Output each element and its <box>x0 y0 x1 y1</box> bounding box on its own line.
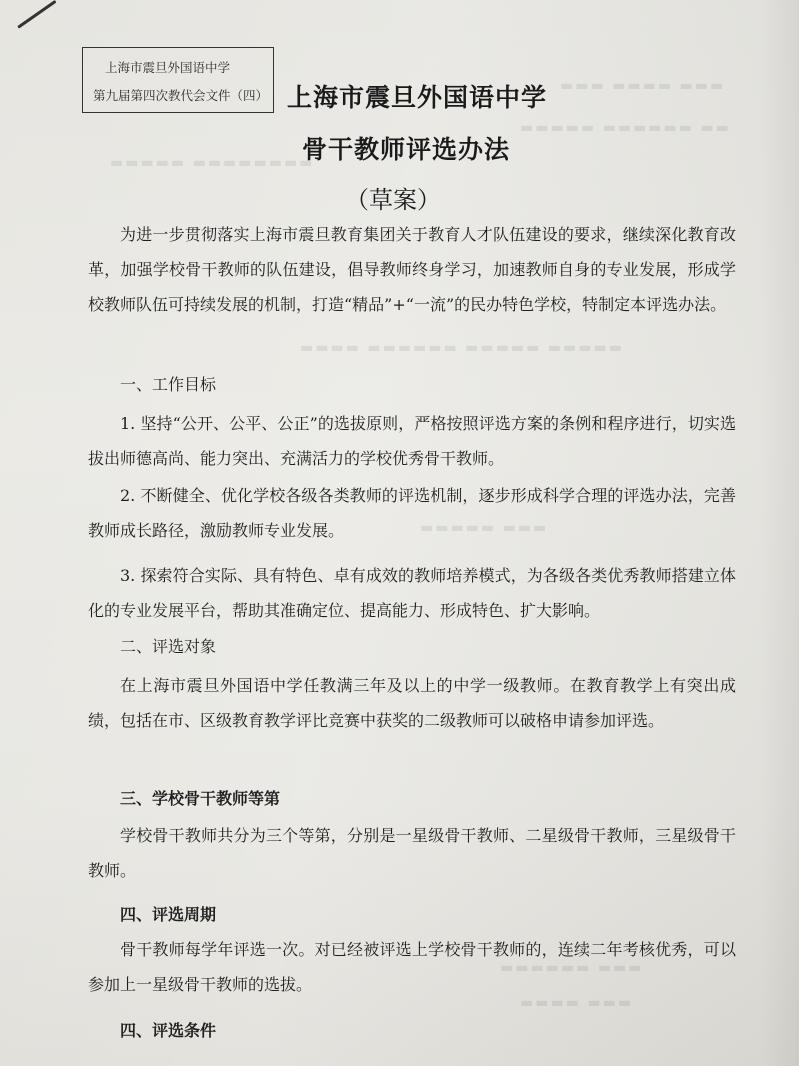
show-through-texture: ▬▬▬▬▬ ▬▬▬▬▬▬ ▬▬ <box>520 120 731 136</box>
title-school: 上海市震旦外国语中学 <box>287 83 548 112</box>
goal-item-1: 1. 坚持“公开、公平、公正”的选拔原则，严格按照评选方案的条例和程序进行，切实选拔出师德高尚、能力突出、充满活力的学校优秀骨干教师。 <box>88 414 736 468</box>
show-through-texture: ▬▬▬ ▬▬▬▬ ▬▬▬ <box>560 78 726 94</box>
section-heading-grades: 三、学校骨干教师等第 <box>120 789 281 808</box>
page-edge-shadow <box>759 0 799 1066</box>
document-label-school: 上海市震旦外国语中学 <box>105 60 231 75</box>
pen-mark <box>17 0 56 29</box>
goal-item-2: 2. 不断健全、优化学校各级各类教师的评选机制，逐步形成科学合理的评选办法，完善教师成长路径，激励教师专业发展。 <box>88 486 736 540</box>
section-heading-cycle: 四、评选周期 <box>120 905 217 924</box>
candidates-paragraph: 在上海市震旦外国语中学任教满三年及以上的中学一级教师。在教育教学上有突出成绩，包括在市、区级教育教学评比竞赛中获奖的二级教师可以破格申请参加评选。 <box>88 676 736 730</box>
section-heading-goals: 一、工作目标 <box>120 375 217 394</box>
show-through-texture: ▬▬▬▬ ▬▬▬ <box>520 995 634 1011</box>
grades-paragraph: 学校骨干教师共分为三个等第，分别是一星级骨干教师、二星级骨干教师，三星级骨干教师。 <box>88 826 736 880</box>
title-draft: （草案） <box>345 186 441 214</box>
show-through-texture: ▬▬▬▬▬ ▬▬▬▬▬▬▬▬ <box>110 155 315 171</box>
section-heading-candidates: 二、评选对象 <box>120 637 217 656</box>
show-through-texture: ▬▬▬▬▬▬ ▬▬▬ <box>500 960 644 976</box>
goal-item-3: 3. 探索符合实际、具有特色、卓有成效的教师培养模式，为各级各类优秀教师搭建立体化的专业发展平台，帮助其准确定位、提高能力、形成特色、扩大影响。 <box>88 566 736 620</box>
section-heading-conditions: 四、评选条件 <box>120 1021 217 1040</box>
show-through-texture: ▬▬▬▬▬ ▬▬▬ <box>420 520 549 536</box>
document-label-meeting: 第九届第四次教代会文件（四） <box>93 88 269 103</box>
intro-paragraph: 为进一步贯彻落实上海市震旦教育集团关于教育人才队伍建设的要求，继续深化教育改革，加强学校骨干教师的队伍建设，倡导教师终身学习，加速教师自身的专业发展，形成学校教师队伍可持续发展的机制，打造“精品”+“一流”的民办特色学校，特制定本评选办法。 <box>88 225 736 314</box>
cycle-paragraph: 骨干教师每学年评选一次。对已经被评选上学校骨干教师的，连续二年考核优秀，可以参加上一星级骨干教师的选拔。 <box>88 940 736 994</box>
document-label-box <box>82 47 274 113</box>
show-through-texture: ▬▬▬▬ ▬▬▬▬▬▬ ▬▬▬▬▬ ▬▬▬▬▬ <box>300 340 624 356</box>
title-document: 骨干教师评选办法 <box>302 135 511 164</box>
